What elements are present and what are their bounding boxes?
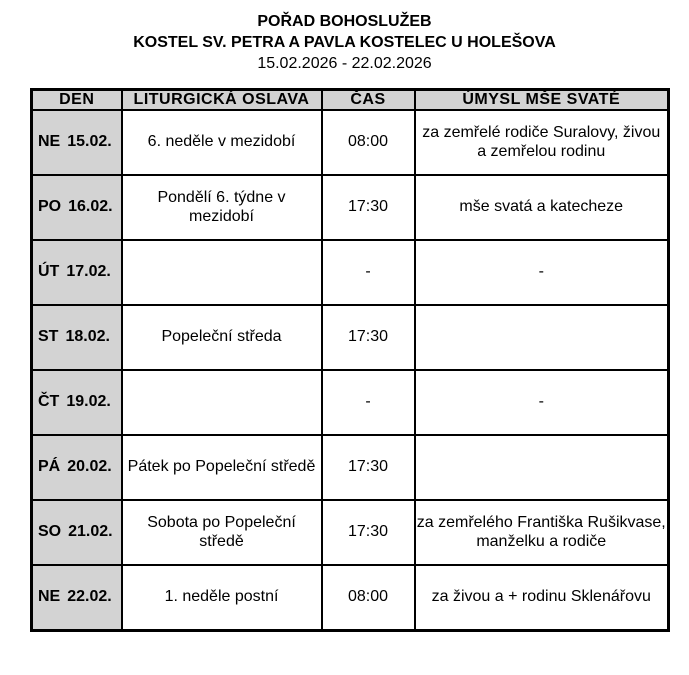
page-title: POŘAD BOHOSLUŽEB — [257, 13, 432, 30]
day-date: 16.02. — [68, 198, 113, 216]
table-row — [32, 565, 669, 630]
liturgy-cell: Sobota po Popeleční středě — [122, 500, 322, 565]
day-date: 17.02. — [66, 263, 111, 281]
time-cell: 08:00 — [322, 110, 415, 175]
table-row — [32, 435, 669, 500]
liturgy-cell — [122, 240, 322, 305]
liturgy-cell — [122, 370, 322, 435]
intention-cell: mše svatá a katecheze — [415, 175, 669, 240]
column-header-umysl-mse-svate: ÚMYSL MŠE SVATÉ — [415, 90, 669, 111]
page-subtitle: KOSTEL SV. PETRA A PAVLA KOSTELEC U HOLEŠOVA — [133, 34, 556, 51]
day-abbrev: ST — [38, 328, 59, 346]
day-date: 19.02. — [66, 393, 111, 411]
liturgy-cell: 6. neděle v mezidobí — [122, 110, 322, 175]
table-row — [32, 110, 669, 175]
day-date: 21.02. — [68, 523, 113, 541]
liturgy-cell: 1. neděle postní — [122, 565, 322, 630]
time-cell: 08:00 — [322, 565, 415, 630]
column-header-den: DEN — [32, 90, 122, 111]
column-header-cas: ČAS — [322, 90, 415, 111]
intention-cell: - — [415, 370, 669, 435]
time-cell: 17:30 — [322, 175, 415, 240]
intention-cell — [415, 435, 669, 500]
time-cell: 17:30 — [322, 435, 415, 500]
intention-cell: - — [415, 240, 669, 305]
day-cell — [32, 110, 122, 175]
day-abbrev: NE — [38, 588, 61, 606]
day-cell — [32, 305, 122, 370]
table-row — [32, 240, 669, 305]
table-row — [32, 500, 669, 565]
liturgy-cell: Popeleční středa — [122, 305, 322, 370]
day-date: 22.02. — [67, 588, 112, 606]
day-abbrev: NE — [38, 133, 61, 151]
day-cell — [32, 500, 122, 565]
day-date: 15.02. — [67, 133, 112, 151]
day-abbrev: ČT — [38, 393, 60, 411]
table-header-row — [32, 90, 669, 111]
intention-cell: za živou a + rodinu Sklenářovu — [415, 565, 669, 630]
day-cell — [32, 370, 122, 435]
day-cell — [32, 240, 122, 305]
table-row — [32, 370, 669, 435]
day-abbrev: ÚT — [38, 263, 60, 281]
day-cell — [32, 565, 122, 630]
schedule-table — [30, 88, 670, 632]
schedule-body — [32, 110, 669, 630]
liturgy-cell: Pondělí 6. týdne v mezidobí — [122, 175, 322, 240]
time-cell: - — [322, 240, 415, 305]
column-header-liturgicka-oslava: LITURGICKÁ OSLAVA — [122, 90, 322, 111]
day-cell — [32, 175, 122, 240]
document-header — [0, 0, 689, 74]
table-row — [32, 305, 669, 370]
intention-cell: za zemřelé rodiče Suralovy, živou a zemřelou rodinu — [415, 110, 669, 175]
day-date: 18.02. — [65, 328, 110, 346]
day-abbrev: PÁ — [38, 458, 61, 476]
liturgy-cell: Pátek po Popeleční středě — [122, 435, 322, 500]
day-abbrev: PO — [38, 198, 62, 216]
time-cell: 17:30 — [322, 305, 415, 370]
time-cell: - — [322, 370, 415, 435]
day-cell — [32, 435, 122, 500]
table-row — [32, 175, 669, 240]
intention-cell: za zemřelého Františka Rušikvase, manželku a rodiče — [415, 500, 669, 565]
day-date: 20.02. — [67, 458, 112, 476]
time-cell: 17:30 — [322, 500, 415, 565]
day-abbrev: SO — [38, 523, 62, 541]
date-range: 15.02.2026 - 22.02.2026 — [257, 55, 432, 72]
intention-cell — [415, 305, 669, 370]
